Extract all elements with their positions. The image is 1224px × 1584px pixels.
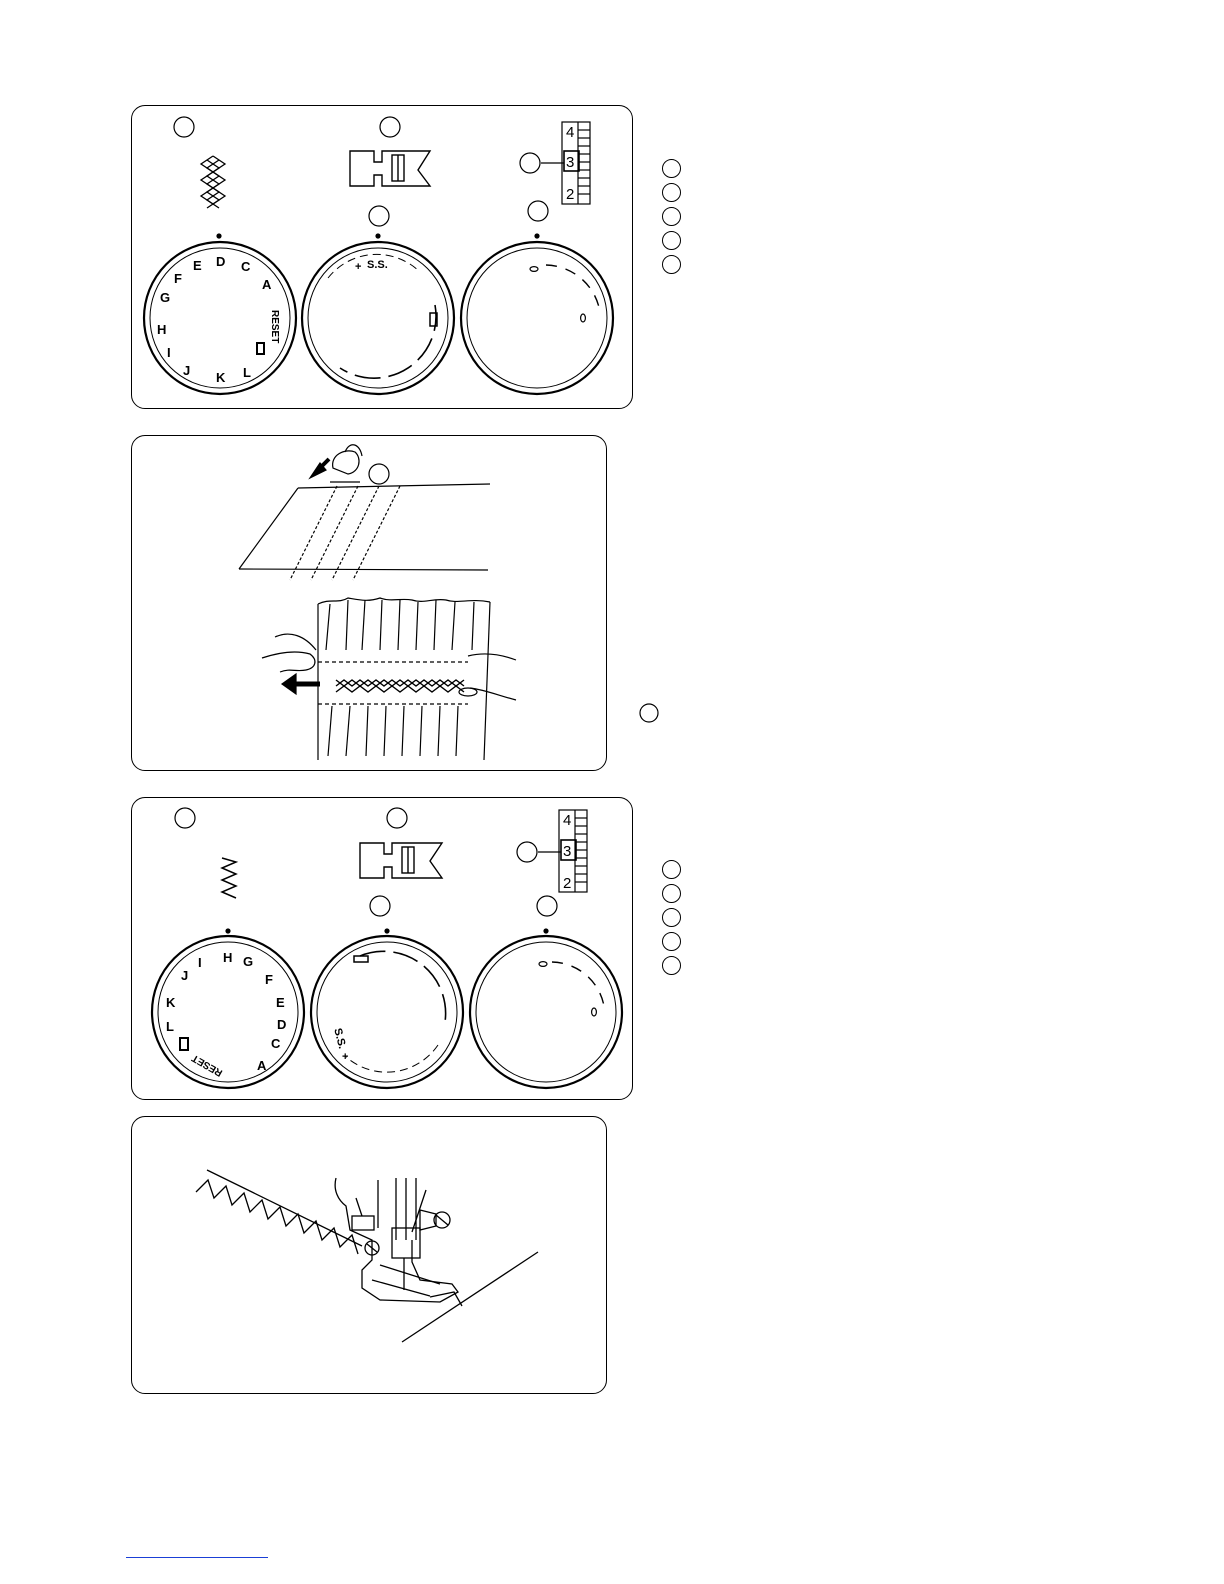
tension-number: 2 [566, 186, 575, 203]
footer-rule [126, 1557, 268, 1558]
tension-number: 2 [563, 875, 572, 892]
dial-letter: K [166, 995, 176, 1010]
dial-letter: J [181, 968, 189, 983]
tension-number: 3 [563, 843, 572, 860]
dial-letter: L [243, 365, 251, 380]
dial-letter: H [157, 322, 167, 337]
dial-letter: C [241, 259, 251, 274]
dial-letter: F [265, 972, 273, 987]
dial-letter: E [193, 258, 202, 273]
dial-letter: H [223, 950, 233, 965]
dial-letter: J [183, 363, 191, 378]
dial-letter: E [276, 995, 285, 1010]
reset-label: RESET [269, 310, 280, 344]
tension-number: 4 [566, 124, 575, 141]
ss-label: S.S. [331, 1026, 349, 1051]
tension-number: 3 [566, 154, 575, 171]
dial-letter: L [166, 1019, 174, 1034]
dial-letter: G [160, 290, 171, 305]
dial-letter: C [271, 1036, 281, 1051]
dial-letter: D [277, 1017, 287, 1032]
plus-label: + [342, 1051, 349, 1063]
dial-letter: A [257, 1058, 267, 1073]
dial-letter: A [262, 277, 272, 292]
dial-letter: D [216, 254, 226, 269]
plus-label: + [355, 261, 362, 273]
dial-letter: G [243, 954, 254, 969]
reset-label: RESET [190, 1051, 225, 1079]
dial-letter: I [198, 955, 202, 970]
dial-letter: I [167, 345, 171, 360]
dial-letter: K [216, 370, 226, 385]
tension-number: 4 [563, 812, 572, 829]
ss-label: S.S. [367, 259, 388, 271]
dial-letter: F [174, 271, 182, 286]
